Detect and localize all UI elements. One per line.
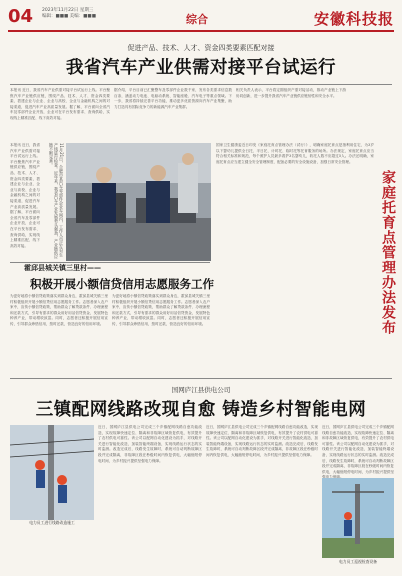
story1-title: 我省汽车产业供需对接平台试运行 [66, 58, 336, 78]
story2-title: 积极开展小额信贷信用志愿服务工作 [30, 277, 214, 291]
story2-body-right: 为更好地将小额信贷政策落实到群众身边，霍邱县城关镇三里村积极组织开展小额信贷信用志愿服务工作。志愿者深入农户家中，宣传小额信贷政策，帮助群众了解贷款条件、办理流程和还款方式，引导有需求的群众用好用活信贷资金，发展特色种养产业，带动增收致富。同时，志愿者还积极开展信用宣传，引导群众珍惜信用，按时还款，营造良好的信用环境。 [112, 294, 210, 326]
masthead-logo: 安徽科技报 [313, 10, 394, 28]
photo-linemen [10, 425, 94, 520]
story1-subtitle: 促进产品、技术、人才、资金四类要素匹配对接 [127, 44, 275, 52]
story3-subtitle: 国网庐江县供电公司 [171, 386, 231, 394]
story2-body-left: 为更好地将小额信贷政策落实到群众身边，霍邱县城关镇三里村积极组织开展小额信贷信用志愿服务工作。志愿者深入农户家中，宣传小额信贷政策，帮助群众了解贷款条件、办理流程和还款方式，引导有需求的群众用好用活信贷资金，发展特色种养产业，带动增收致富。同时，志愿者还积极开展信用宣传，引导群众珍惜信用，按时还款，营造良好的信用环境。 [10, 294, 108, 326]
photo1-caption: 11月21日，合肥市某汽车零部件企业车间内，工作人员正在对生产线进行检查。近年来，我省汽车产业发展势头强劲，产业链供应链不断完善。 [49, 143, 64, 259]
story2-kicker: 霍邱县城关镇三里村—— [24, 264, 101, 272]
photo3-caption: 电力员工巡视检查设备 [339, 559, 377, 564]
story1-body-right: 相关负责人表示，平台将定期组织产需对接活动，推动产业链上下游协同创新，进一步提升我省汽车产业链供应链韧性和安全水平。 [236, 88, 346, 98]
story3-body-col2: 近日，国网庐江县供电公司完成三个乡镇配网线路自愈功能改造，实现故障快速定位、隔离和非故障区域恢复供电，有效提升了农村供电可靠性。该公司以配网自动化建设为抓手，对线路开关进行智能化改造，加装智能终端设备，实现线路运行状态的实时监测。改造完成后，线路发生故障时，系统可自动判断故障区段并完成隔离，非故障区段在秒级时间内恢复供电，大幅缩短停电时间，为乡村振兴提供坚强电力保障。 [206, 425, 318, 457]
page-number: 04 [8, 6, 34, 27]
photo2-caption: 电力员工进行线路改造施工 [29, 520, 75, 525]
story1-body-center: 据介绍，平台目前已汇聚整车及零部件企业数千家，发布各类需求信息数百条，涵盖动力电池、电驱动系统、智能座舱、汽车电子等重点领域。下一步，我省将持续完善平台功能，推动更多优质资源向汽车产业集聚，助力打造具有国际竞争力的新能源汽车产业集群。 [114, 88, 232, 109]
story3-title: 三镇配网线路改现自愈 铸造乡村智能电网 [35, 400, 367, 420]
page-header [8, 6, 394, 32]
story3-body-col3: 近日，国网庐江县供电公司完成三个乡镇配网线路自愈功能改造，实现故障快速定位、隔离和非故障区域恢复供电，有效提升了农村供电可靠性。该公司以配网自动化建设为抓手，对线路开关进行智能化改造，加装智能终端设备，实现线路运行状态的实时监测。改造完成后，线路发生故障时，系统可自动判断故障区段并完成隔离，非故障区段在秒级时间内恢复供电，大幅缩短停电时间，为乡村振兴提供坚 [322, 425, 394, 474]
right-column-body: 国家卫生健康委近日印发《家庭托育点管理办法（试行）》，明确家庭托育点是指利用住宅，为3岁以下婴幼儿提供全日托、半日托、计时托、临时托等托育服务的场所。办法规定，家庭托育点应当符合相关标准和规范，每个照护人员最多看护3名婴幼儿，收托人数不应超过5人。办法还明确，家庭托育点应当建立健全安全管理制度，配备必要的安全设施设备，加强日常安全管理。 [216, 143, 374, 164]
divider [10, 84, 392, 85]
section-name: 综合 [186, 13, 208, 26]
story3-body-col1: 近日，国网庐江县供电公司完成三个乡镇配网线路自愈功能改造，实现故障快速定位、隔离和非故障区域恢复供电，有效提升了农村供电可靠性。该公司以配网自动化建设为抓手，对线路开关进行智能化改造，加装智能终端设备，实现线路运行状态的实时监测。改造完成后，线路发生故障时，系统可自动判断故障区段并完成隔离，非故障区段在秒级时间内恢复供电，大幅缩短停电时间，为乡村振兴提供坚强电力保障。 [98, 425, 202, 463]
date-line: 2023年11月22日 星期三 [42, 8, 94, 13]
story1-body-left-2: 本报讯 近日，我省汽车产业供需对接平台试运行上线。平台聚焦汽车产业链供应链，围绕产品、技术、人才、资金四类要素，搭建企业与企业、企业与高校、企业与金融机构之间的对接渠道，促进汽车产业高质量发展。据了解，平台面向全省汽车及零部件企业开放，企业可在平台发布需求、查询供给，实现线上精准匹配、线下高效对接。 [10, 143, 40, 248]
story1-body-left: 本报讯 近日，我省汽车产业供需对接平台试运行上线。平台聚焦汽车产业链供应链，围绕产品、技术、人才、资金四类要素，搭建企业与企业、企业与高校、企业与金融机构之间的对接渠道，促进汽车产业高质量发展。据了解，平台面向全省汽车及零部件企业开放，企业可在平台发布需求、查询供给，实现线上精准匹配、线下高效对接。 [10, 88, 110, 120]
divider [10, 378, 392, 379]
photo-power-pole [322, 478, 394, 558]
photo-car-inspection [66, 143, 211, 261]
editor-line: 编辑：■■■ 美编：■■■ [42, 14, 96, 19]
header-meta [42, 8, 96, 20]
vertical-headline: 家庭托育点管理办法发布 [380, 170, 396, 335]
